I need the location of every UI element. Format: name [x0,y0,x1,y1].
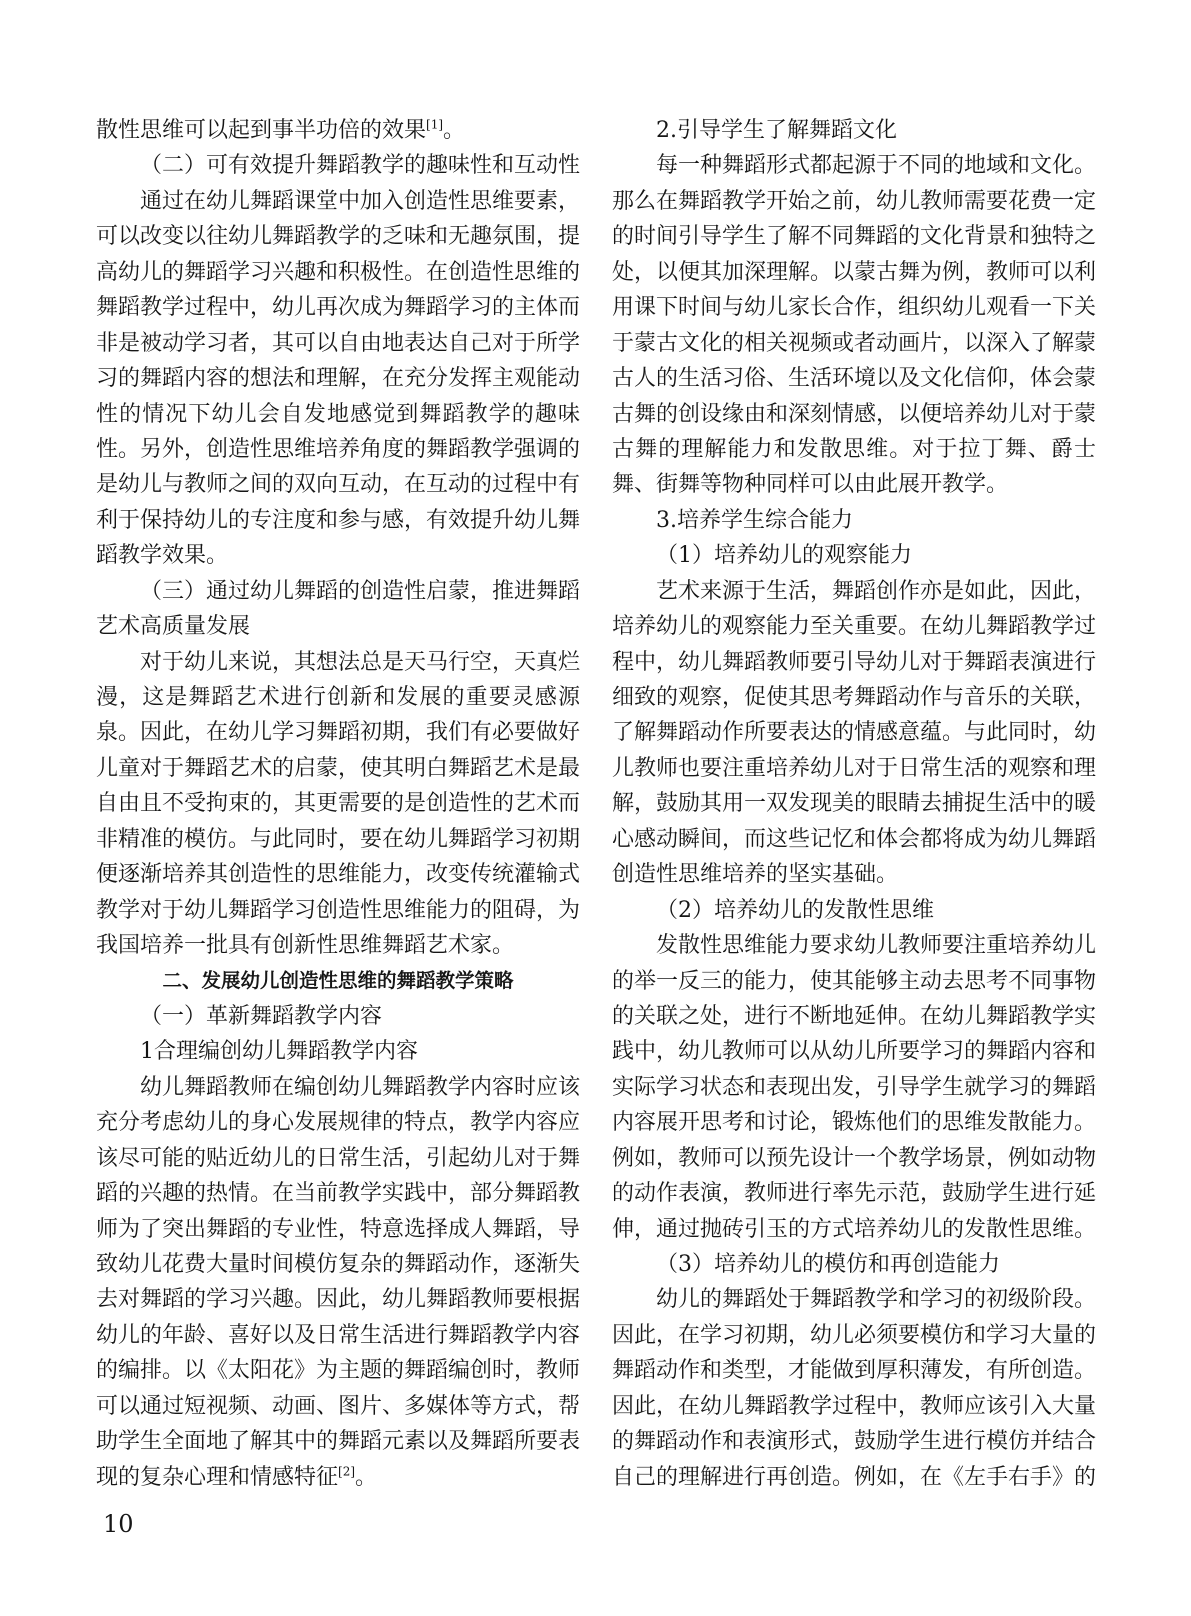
text-line [612,1424,1096,1459]
line-text: 内容展开思考和讨论，锻炼他们的思维发散能力。 [612,1110,1097,1136]
line-text: （二）可有效提升舞蹈教学的趣味性和互动性 [140,153,581,179]
text-line [96,184,580,219]
line-text: 艺术来源于生活，舞蹈创作亦是如此，因此， [656,578,1097,604]
text-line [96,680,580,715]
line-text: 是幼儿与教师之间的双向互动，在互动的过程中有 [96,472,581,498]
text-line [612,822,1096,857]
line-text: 儿童对于舞蹈艺术的启蒙，使其明白舞蹈艺术是最 [96,755,581,781]
text-line [612,290,1096,325]
text-column-left [96,113,580,1495]
line-text: 便逐渐培养其创造性的思维能力，改变传统灌输式 [96,862,581,888]
text-line [96,1460,580,1495]
text-line [96,432,580,467]
text-line [612,574,1096,609]
line-text: 实际学习状态和表现出发，引导学生就学习的舞蹈 [612,1074,1097,1100]
line-text: 利于保持幼儿的专注度和参与感，有效提升幼儿舞 [96,507,581,533]
line-text: 用课下时间与幼儿家长合作，组织幼儿观看一下关 [612,295,1097,321]
line-text: （2）培养幼儿的发散性思维 [656,897,934,923]
text-line [96,467,580,502]
line-text: 舞、街舞等物种同样可以由此展开教学。 [612,472,1009,498]
text-line [612,1318,1096,1353]
line-text: 散性思维可以起到事半功倍的效果 [96,118,427,143]
text-line [96,609,580,644]
line-text: 创造性思维培养的坚实基础。 [612,862,899,888]
text-line [96,148,580,183]
line-text: 性的情况下幼儿会自发地感觉到舞蹈教学的趣味 [96,401,580,427]
line-text: 因此，在学习初期，幼儿必须要模仿和学习大量的 [612,1322,1097,1348]
section-heading-line [96,964,580,999]
text-line [96,1034,580,1069]
line-text: 二、发展幼儿创造性思维的舞蹈教学策略 [162,969,514,992]
line-text: 古人的生活习俗、生活环境以及文化信仰，体会蒙 [612,366,1097,392]
text-line [96,786,580,821]
text-line [96,1318,580,1353]
text-line [612,397,1096,432]
line-text: 践中，幼儿教师可以从幼儿所要学习的舞蹈内容和 [612,1039,1097,1065]
text-line [96,1353,580,1388]
line-text: 泉。因此，在幼儿学习舞蹈初期，我们有必要做好 [96,720,581,746]
text-line [96,822,580,857]
text-line [96,928,580,963]
line-text: 1合理编创幼儿舞蹈教学内容 [140,1039,418,1065]
line-text: 例如，教师可以预先设计一个教学场景，例如动物 [612,1145,1097,1171]
text-line [96,538,580,573]
line-text: 非精准的模仿。与此同时，要在幼儿舞蹈学习初期 [96,826,581,852]
text-line [612,255,1096,290]
text-line [612,928,1096,963]
text-line [612,1034,1096,1069]
text-line [612,1212,1096,1247]
line-text: 教学对于幼儿舞蹈学习创造性思维能力的阻碍，为 [96,897,581,923]
line-text: 舞蹈教学过程中，幼儿再次成为舞蹈学习的主体而 [96,295,581,321]
text-line [612,751,1096,786]
text-line [96,645,580,680]
text-line [96,255,580,290]
line-text: 培养幼儿的观察能力至关重要。在幼儿舞蹈教学过 [612,614,1097,640]
line-text-tail: 。 [443,118,466,143]
line-text: 2.引导学生了解舞蹈文化 [656,118,897,143]
text-line [612,1070,1096,1105]
text-line [612,999,1096,1034]
line-text: 艺术高质量发展 [96,614,251,640]
line-text: 那么在舞蹈教学开始之前，幼儿教师需要花费一定 [612,188,1097,214]
text-line [612,538,1096,573]
line-text: 伸，通过抛砖引玉的方式培养幼儿的发散性思维。 [612,1216,1097,1242]
line-text: 该尽可能的贴近幼儿的日常生活，引起幼儿对于舞 [96,1145,581,1171]
text-line [96,1247,580,1282]
line-text: 可以通过短视频、动画、图片、多媒体等方式，帮 [96,1393,581,1419]
text-line [612,1247,1096,1282]
line-text: 发散性思维能力要求幼儿教师要注重培养幼儿 [656,933,1097,959]
text-line [612,467,1096,502]
text-column-right [612,113,1096,1495]
text-line [612,219,1096,254]
line-text: 3.培养学生综合能力 [656,507,853,533]
text-line [96,715,580,750]
text-line [96,1212,580,1247]
line-text-tail: 。 [355,1464,378,1490]
line-text: 现的复杂心理和情感特征 [96,1464,339,1490]
line-text: （一）革新舞蹈教学内容 [140,1003,383,1029]
line-text: 了解舞蹈动作所要表达的情感意蕴。与此同时，幼 [612,720,1097,746]
line-text: 于蒙古文化的相关视频或者动画片，以深入了解蒙 [612,330,1097,356]
line-text: 致幼儿花费大量时间模仿复杂的舞蹈动作，逐渐失 [96,1252,581,1277]
line-text: 自己的理解进行再创造。例如，在《左手右手》的 [612,1464,1097,1490]
line-text: 通过在幼儿舞蹈课堂中加入创造性思维要素， [140,188,581,214]
line-text: 心感动瞬间，而这些记忆和体会都将成为幼儿舞蹈 [612,826,1097,852]
text-line [96,751,580,786]
text-line [96,290,580,325]
line-text: （3）培养幼儿的模仿和再创造能力 [656,1252,1000,1277]
line-text: 蹈教学效果。 [96,543,229,569]
page-number: 10 [103,1510,134,1538]
line-text: 去对舞蹈的学习兴趣。因此，幼儿舞蹈教师要根据 [96,1287,581,1313]
text-line [612,680,1096,715]
text-line [612,361,1096,396]
line-text: 的动作表演，教师进行率先示范，鼓励学生进行延 [612,1181,1097,1207]
text-line [96,361,580,396]
text-line [96,999,580,1034]
line-text: 细致的观察，促使其思考舞蹈动作与音乐的关联， [612,685,1097,710]
line-text: 程中，幼儿舞蹈教师要引导幼儿对于舞蹈表演进行 [612,649,1097,675]
line-text: （1）培养幼儿的观察能力 [656,543,912,569]
text-line [96,503,580,538]
line-text: 舞蹈动作和类型，才能做到厚积薄发，有所创造。 [612,1358,1097,1384]
line-text: 自由且不受拘束的，其更需要的是创造性的艺术而 [96,791,581,817]
text-line [612,1460,1096,1495]
line-text: 的编排。以《太阳花》为主题的舞蹈编创时，教师 [96,1358,581,1384]
text-line [612,184,1096,219]
line-text: 非是被动学习者，其可以自由地表达自己对于所学 [96,330,581,356]
line-text: 对于幼儿来说，其想法总是天马行空，天真烂 [140,649,581,675]
text-line [612,148,1096,183]
line-text: 师为了突出舞蹈的专业性，特意选择成人舞蹈，导 [96,1216,581,1242]
text-line [96,1141,580,1176]
line-text: 助学生全面地了解其中的舞蹈元素以及舞蹈所要表 [96,1429,581,1455]
line-text: 高幼儿的舞蹈学习兴趣和积极性。在创造性思维的 [96,259,581,285]
text-line [96,1424,580,1459]
line-text: 我国培养一批具有创新性思维舞蹈艺术家。 [96,933,515,959]
text-line [96,1389,580,1424]
text-line [96,219,580,254]
line-text: 习的舞蹈内容的想法和理解，在充分发挥主观能动 [96,366,581,392]
line-text: 古舞的创设缘由和深刻情感，以便培养幼儿对于蒙 [612,401,1097,427]
line-text: 儿教师也要注重培养幼儿对于日常生活的观察和理 [612,755,1097,781]
line-text: 处，以便其加深理解。以蒙古舞为例，教师可以利 [612,259,1097,285]
line-text: 解，鼓励其用一双发现美的眼睛去捕捉生活中的暖 [612,791,1097,817]
line-text: 因此，在幼儿舞蹈教学过程中，教师应该引入大量 [612,1393,1097,1419]
line-text: 的舞蹈动作和表演形式，鼓励学生进行模仿并结合 [612,1429,1097,1455]
text-line [96,857,580,892]
text-line [612,1141,1096,1176]
text-line [612,1282,1096,1317]
line-text: 充分考虑幼儿的身心发展规律的特点，教学内容应 [96,1110,581,1136]
text-line [612,1353,1096,1388]
text-line [96,397,580,432]
text-line [612,645,1096,680]
text-line [612,857,1096,892]
text-line [96,1070,580,1105]
line-text: 古舞的理解能力和发散思维。对于拉丁舞、爵士 [612,436,1096,462]
text-line [612,609,1096,644]
line-text: 的时间引导学生了解不同舞蹈的文化背景和独特之 [612,224,1097,250]
text-line [612,893,1096,928]
text-line [96,574,580,609]
text-line [96,893,580,928]
text-line [612,964,1096,999]
line-text: 漫，这是舞蹈艺术进行创新和发展的重要灵感源 [96,685,580,710]
text-line [96,326,580,361]
text-line [96,1105,580,1140]
text-line [612,786,1096,821]
line-text: 性。另外，创造性思维培养角度的舞蹈教学强调的 [96,436,581,462]
text-line [612,326,1096,361]
line-text: 幼儿的舞蹈处于舞蹈教学和学习的初级阶段。 [656,1287,1097,1313]
text-line [612,113,1096,148]
text-line [96,1282,580,1317]
text-line [612,432,1096,467]
text-line [612,503,1096,538]
line-text: 的关联之处，进行不断地延伸。在幼儿舞蹈教学实 [612,1003,1097,1029]
line-text: 可以改变以往幼儿舞蹈教学的乏味和无趣氛围，提 [96,224,581,250]
text-line [96,1176,580,1211]
text-line [96,113,580,148]
line-text: 幼儿的年龄、喜好以及日常生活进行舞蹈教学内容 [96,1322,581,1348]
line-text: 幼儿舞蹈教师在编创幼儿舞蹈教学内容时应该 [140,1074,581,1100]
line-text: 蹈的兴趣的热情。在当前教学实践中，部分舞蹈教 [96,1181,581,1207]
text-line [612,1105,1096,1140]
footnote-reference: [1] [426,117,444,132]
text-line [612,1389,1096,1424]
text-line [612,1176,1096,1211]
line-text: （三）通过幼儿舞蹈的创造性启蒙，推进舞蹈 [140,578,581,604]
line-text: 的举一反三的能力，使其能够主动去思考不同事物 [612,968,1097,994]
footnote-reference: [2] [338,1464,356,1479]
text-line [612,715,1096,750]
line-text: 每一种舞蹈形式都起源于不同的地域和文化。 [656,153,1097,179]
